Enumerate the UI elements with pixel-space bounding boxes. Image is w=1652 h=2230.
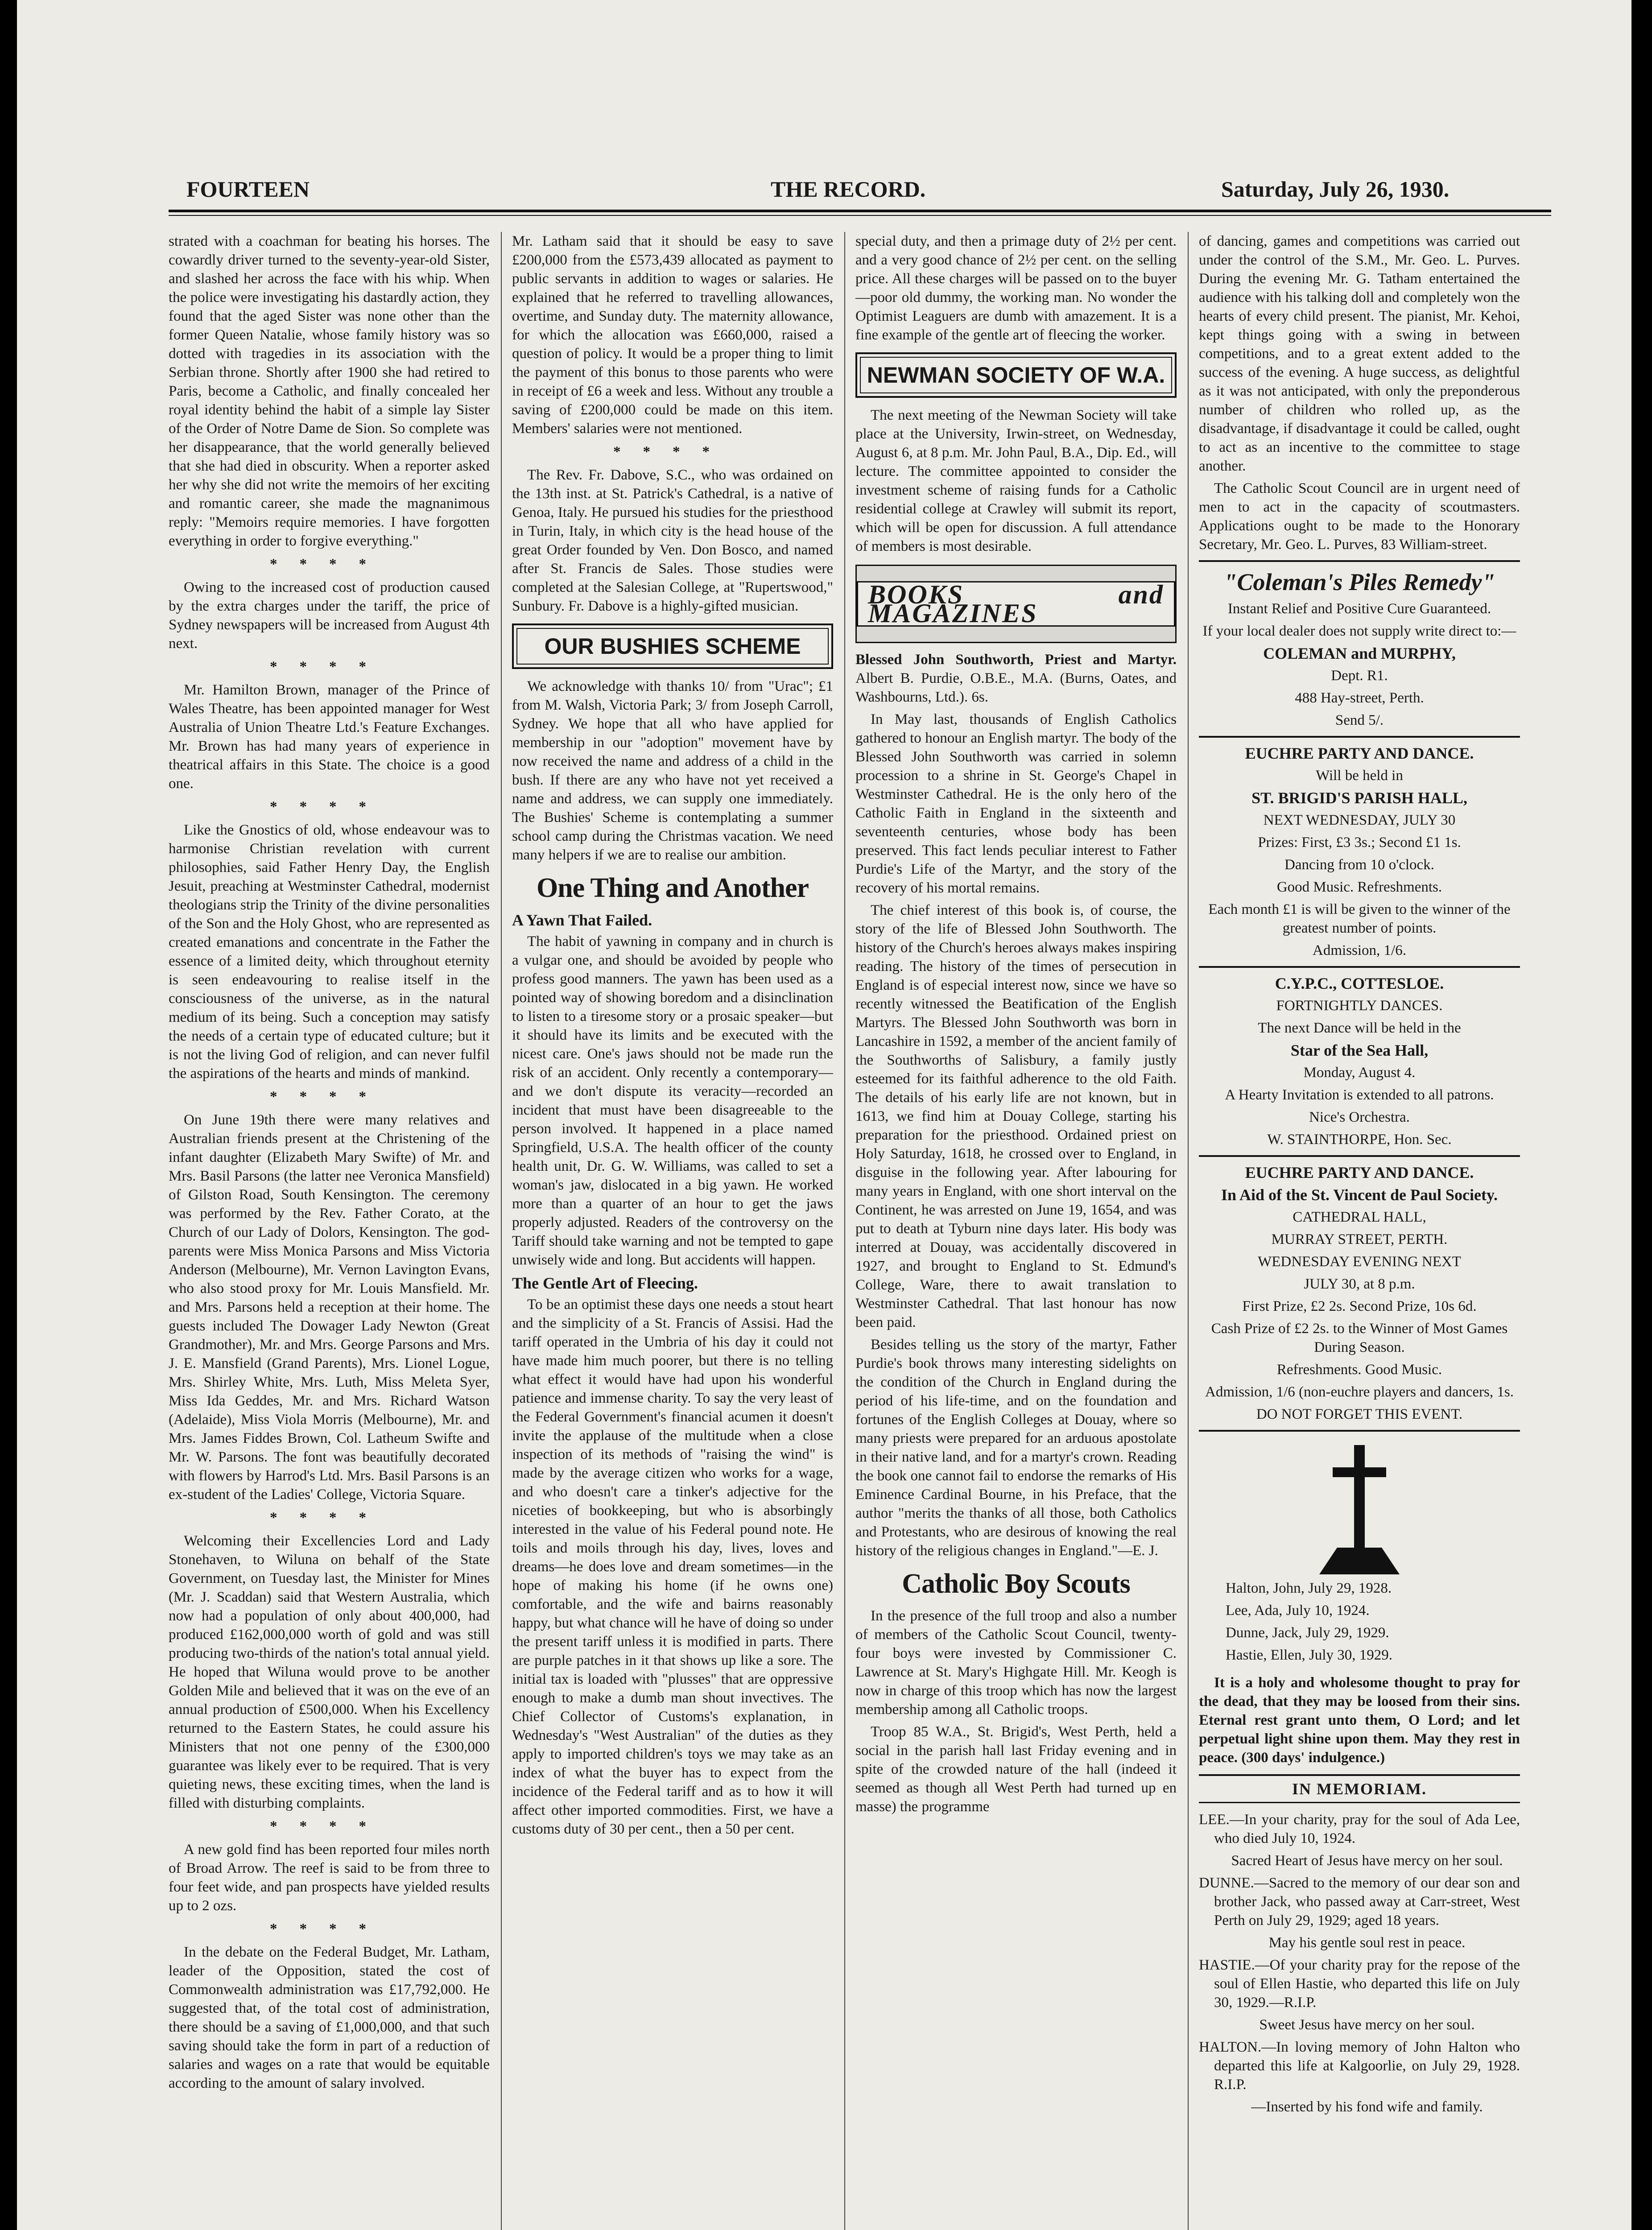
- article-fleecing: To be an optimist these days one needs a stout heart and the simplicity of a St. Francis of Assisi. Had the tariff operated in the Umbria of his day it could not have made him much poorer, but there is no telling what effect it would have had upon his wonderful patience and immense charity. To say the very least of the Federal Government's financial acumen it doesn't invite the applause of the multitude when a close inspection of its methods of "raising the wind" is made by the average citizen who works for a wage, and who doesn't care a tinker's adjective for the niceties of bookkeeping, but who is absorbingly interested in the value of his Federal pound note. He toils and moils through his day, lives, loves and dreams—he does love and dream sometimes—in the hope of making his home (if he owns one) comfortable, and the wife and bairns reasonably happy, but what chance will he have of doing so under the present tariff unless it is modified in parts. There are purple patches in it that shows up like a sore. The initial tax is loaded with "plusses" that are oppressive enough to make a dumb man shout invectives. The Chief Collector of Customs's explanation, in Wednesday's "West Australian" of the duties as they apply to imported children's toys we may take as an index of what the buyer has to expect from the incidence of the Federal tariff and as to how it will affect other imported commodities. First, we have a customs duty of 30 per cent., then a 50 per cent.: [512, 1297, 833, 1837]
- cypc-ad-line: Nice's Orchestra.: [1309, 1109, 1410, 1125]
- column-1: [169, 232, 490, 2230]
- newman-society-box: [855, 352, 1177, 398]
- st-vincent-euchre-ad: [1199, 1163, 1520, 1424]
- page-number: FOURTEEN: [186, 177, 310, 202]
- article-review-2: The chief interest of this book is, of course, the story of the life of Blessed John Southworth. The history of the Church's heroes always makes inspiring reading. The history of the times of persecution in England is of especial interest now, since we have so recently witnessed the Beatification of the English Martyrs. The Blessed John Southworth was born in Lancashire in 1592, a member of the ancient family of the Southworths of Salisbury, a family justly esteemed for its faithful adherence to the old Faith. The details of his early life are not known, but in 1613, we find him at Douay College, starting his preparation for the priesthood. Ordained priest on Holy Saturday, 1618, he crossed over to England, in disguise in the following year. After labouring for many years in England, with one short interval on the Continent, he was arrested on June 19, 1654, and was put to death at Tyburn nine days later. His body was interred at Douay, was accidentally discovered in 1927, and brought to England to St. Edmund's College, Ware, there to await translation to Westminster Cathedral. That last honour has now been paid.: [855, 902, 1177, 1330]
- article-review-3: Besides telling us the story of the martyr, Father Purdie's book throws many interesting sidelights on the condition of the Church in England during the period of his life-time, and on the foundation and fortunes of the English Colleges at Douay, where so many priests were prepared for an arduous apostolate in their native land, and for a martyr's crown. Reading the book one cannot fail to endorse the remarks of His Eminence Cardinal Bourne, in his Preface, that the author "merits the thanks of all those, both Catholics and Protestants, who are desirous of knowing the real history of the religious changes in England."—E. J.: [855, 1337, 1177, 1559]
- cypc-ad-line: A Hearty Invitation is extended to all patrons.: [1225, 1087, 1494, 1103]
- memoriam-entry: DUNNE.—Sacred to the memory of our dear son and brother Jack, who passed away at Carr-street, West Perth on July 29, 1929; aged 18 years.: [1199, 1875, 1520, 1929]
- separator: ****: [270, 799, 388, 815]
- cypc-ad-line: Monday, August 4.: [1303, 1065, 1416, 1081]
- memoriam-verse: Sacred Heart of Jesus have mercy on her soul.: [1231, 1853, 1503, 1869]
- memoriam-entry: HASTIE.—Of your charity pray for the repose of the soul of Ellen Hastie, who departed this life on July 30, 1929.—R.I.P.: [1199, 1957, 1520, 2011]
- in-memoriam-list: [1199, 1810, 1520, 2116]
- euchre-ad-line: Will be held in: [1316, 768, 1403, 784]
- coleman-ad-line: Send 5/.: [1335, 712, 1384, 728]
- article-latham: Mr. Latham said that it should be easy to save £200,000 from the £573,439 allocated as payment to public servants in addition to wages or salaries. He explained that he referred to travelling allowances, overtime, and Sunday duty. The maternity allowance, for which the allocation was £660,000, raised a question of policy. It would be a proper thing to limit the payment of this bonus to those parents who were in receipt of £6 a week and less. Without any trouble a saving of £200,000 could be made on this item. Members' salaries were not mentioned.: [512, 233, 833, 437]
- review-meta: Albert B. Purdie, O.B.E., M.A. (Burns, Oates, and Washbourns, Ltd.). 6s.: [855, 670, 1177, 705]
- vincent-ad-line: WEDNESDAY EVENING NEXT: [1258, 1254, 1461, 1270]
- vincent-ad-line: Cash Prize of £2 2s. to the Winner of Most Games During Season.: [1211, 1321, 1508, 1355]
- euchre-ad-line: Prizes: First, £3 3s.; Second £1 1s.: [1258, 834, 1461, 851]
- column-divider: [1188, 232, 1189, 2230]
- review-title: Blessed John Southworth, Priest and Martyr.: [855, 652, 1177, 668]
- separator: ****: [270, 556, 388, 572]
- euchre-ad-line: Admission, 1/6.: [1313, 942, 1406, 958]
- memoriam-verse: —Inserted by his fond wife and family.: [1251, 2099, 1483, 2115]
- separator: ****: [270, 1818, 388, 1834]
- coleman-ad-title: "Coleman's Piles Remedy": [1223, 569, 1495, 595]
- issue-date: Saturday, July 26, 1930.: [1221, 177, 1450, 202]
- boy-scouts-heading: Catholic Boy Scouts: [902, 1569, 1130, 1599]
- separator: ****: [270, 659, 388, 675]
- column-4: [1199, 232, 1520, 2230]
- article-scouts-1: In the presence of the full troop and also a number of members of the Catholic Scout Council, twenty-four boys were invested by Commissioner C. Lawrence at St. Mary's Highgate Hill. Mr. Keogh is now in charge of this troop which has now the largest membership among all Catholic troops.: [855, 1608, 1177, 1718]
- coleman-ad-line: Dept. R1.: [1331, 668, 1388, 684]
- vincent-ad-line: Admission, 1/6 (non-euchre players and dancers, 1s.: [1205, 1384, 1514, 1400]
- header-rule-thick: [169, 210, 1551, 212]
- article-gnostics: Like the Gnostics of old, whose endeavour was to harmonise Christian revelation with current philosophies, said Father Henry Day, the English Jesuit, preaching at Westminster Cathedral, modernist theologians strip the Trinity of the divine personalities of the Son and the Holy Ghost, who are represented as created emanations and concentrate in the Father the essence of a limited deity, which throughout eternity is seen endeavouring to realise itself in the consciousness of the universe, as in the natural medium of its being. Such a conception may satisfy the needs of a certain type of educated culture; but it is not the living God of religion, and can never fulfil the aspirations of the hearts and minds of mankind.: [169, 822, 490, 1082]
- column-divider: [844, 232, 845, 2230]
- coleman-ad-line: COLEMAN and MURPHY,: [1263, 644, 1456, 662]
- bushies-scheme-title: OUR BUSHIES SCHEME: [516, 628, 829, 665]
- death-entry: Halton, John, July 29, 1928.: [1226, 1580, 1392, 1596]
- masthead: THE RECORD.: [771, 177, 926, 202]
- column-divider: [501, 232, 502, 2230]
- header-rule-thin: [169, 215, 1551, 216]
- vincent-ad-line: DO NOT FORGET THIS EVENT.: [1256, 1406, 1463, 1422]
- ad-divider: [1199, 736, 1520, 738]
- cypc-ad-line: FORTNIGHTLY DANCES.: [1276, 998, 1443, 1014]
- coleman-ad-line: Instant Relief and Positive Cure Guaranteed.: [1227, 601, 1491, 617]
- cross-icon: [1199, 1441, 1520, 1574]
- cypc-ad-title: C.Y.P.C., COTTESLOE.: [1275, 975, 1444, 992]
- ad-divider: [1199, 1430, 1520, 1432]
- euchre-ad-line: NEXT WEDNESDAY, JULY 30: [1263, 812, 1456, 828]
- vincent-ad-line: In Aid of the St. Vincent de Paul Society.: [1221, 1186, 1498, 1204]
- newman-society-title: NEWMAN SOCIETY OF W.A.: [860, 357, 1172, 393]
- newspaper-page: [17, 0, 1631, 2230]
- article-fleecing-cont: special duty, and then a primage duty of 2½ per cent. and a very good chance of 2½ per cent. on the selling price. All these charges will be passed on to the buyer—poor old dummy, the working man. No wonder the Optimist Leaguers are dumb with amazement. It is a fine example of the gentle art of fleecing the worker.: [855, 233, 1177, 343]
- article-scout-council: The Catholic Scout Council are in urgent need of men to act in the capacity of scoutmasters. Applications ought to be made to the Honorary Secretary, Mr. Geo. L. Purves, 83 William-street.: [1199, 480, 1520, 553]
- article-review-1: In May last, thousands of English Catholics gathered to honour an English martyr. The body of the Blessed John Southworth was carried in solemn procession to a shrine in St. George's Chapel in Westminster Cathedral. He is the only hero of the Catholic Faith in England in the sixteenth and seventeenth centuries, whose body has been preserved. This fact lends peculiar interest to Father Purdie's Life of the Martyr, and the story of the recovery of his mortal remains.: [855, 711, 1177, 896]
- column-3: [855, 232, 1177, 2230]
- separator: ****: [613, 444, 732, 460]
- column-2: [512, 232, 833, 2230]
- death-entry: Dunne, Jack, July 29, 1929.: [1226, 1625, 1389, 1641]
- ad-divider: [1199, 966, 1520, 968]
- death-entry: Lee, Ada, July 10, 1924.: [1226, 1602, 1370, 1619]
- coleman-ad-line: 488 Hay-street, Perth.: [1295, 690, 1424, 706]
- euchre-ad-line: ST. BRIGID'S PARISH HALL,: [1251, 789, 1467, 807]
- euchre-ad-line: Good Music. Refreshments.: [1276, 879, 1442, 895]
- memoriam-verse: Sweet Jesus have mercy on her soul.: [1259, 2017, 1475, 2033]
- books-magazines-label: BOOKS and MAGAZINES: [857, 581, 1175, 627]
- ad-divider: [1199, 1155, 1520, 1157]
- article-newspaper-prices: Owing to the increased cost of production caused by the extra charges under the tariff, the price of Sydney newspapers will be increased from August 4th next.: [169, 579, 490, 652]
- article-scouts-cont: of dancing, games and competitions was carried out under the control of the S.M., Mr. Geo. L. Purves. During the evening Mr. G. Tatham entertained the audience with his talking doll and completely won the hearts of every child present. The pianist, Mr. Kehoi, kept things going with a swing in between competitions, and to a great extent added to the success of the evening. A huge success, as delightful as it was not anticipated, with only the preponderous number of children who rolled up, as the disadvantage, if disadvantage it could be called, ought to act as an incentive to the committee to stage another.: [1199, 233, 1520, 474]
- euchre-ad-line: Dancing from 10 o'clock.: [1284, 857, 1434, 873]
- vincent-ad-line: First Prize, £2 2s. Second Prize, 10s 6d.: [1242, 1298, 1477, 1314]
- bushies-scheme-box: [512, 624, 833, 669]
- coleman-ad-line: If your local dealer does not supply write direct to:—: [1202, 623, 1516, 639]
- separator: ****: [270, 1921, 388, 1937]
- yawn-subheading: A Yawn That Failed.: [512, 911, 653, 929]
- in-memoriam-title: IN MEMORIAM.: [1199, 1774, 1520, 1803]
- article-fr-dabove: The Rev. Fr. Dabove, S.C., who was ordained on the 13th inst. at St. Patrick's Cathedral, is a native of Genoa, Italy. He pursued his studies for the priesthood in Turin, Italy, in which city is the head house of the great Order founded by Ven. Don Bosco, and named after St. Francis de Sales. Those studies were completed at the Salesian College, at "Rupertswood," Sunbury. Fr. Dabove is a highly-gifted musician.: [512, 467, 833, 614]
- cypc-ad-line: Star of the Sea Hall,: [1290, 1041, 1429, 1059]
- article-hamilton-brown: Mr. Hamilton Brown, manager of the Prince of Wales Theatre, has been appointed manager for West Australia of Union Theatre Ltd.'s Feature Exchanges. Mr. Brown has had many years of experience in theatrical affairs in this State. The choice is a good one.: [169, 682, 490, 792]
- article-gold-find: A new gold find has been reported four miles north of Broad Arrow. The reef is said to be from three to four feet wide, and pan prospects have yielded results up to 2 ozs.: [169, 1842, 490, 1914]
- books-magazines-banner: [855, 565, 1177, 643]
- euchre-ad-title: EUCHRE PARTY AND DANCE.: [1245, 744, 1474, 762]
- death-entry: Hastie, Ellen, July 30, 1929.: [1226, 1647, 1392, 1663]
- article-queen-natalie: strated with a coachman for beating his horses. The cowardly driver turned to the seventy-year-old Sister, and slashed her across the face with his whip. When the police were investigating his dastardly action, they found that the aged Sister was none other than the former Queen Natalie, whose family history was so dotted with tragedies in its association with the Serbian throne. Shortly after 1900 she had retired to Paris, become a Catholic, and finally concealed her royal identity behind the habit of a simple lay Sister of the Order of Notre Dame de Sion. So complete was her disappearance, that the world generally believed that she had died in obscurity. When a reporter asked her why she did not write the memoirs of her exciting and romantic career, she made the magnanimous reply: "Memoirs require memories. I have forgotten everything in order to forgive everything.": [169, 233, 490, 549]
- cypc-dance-ad: [1199, 974, 1520, 1149]
- memoriam-entry: LEE.—In your charity, pray for the soul of Ada Lee, who died July 10, 1924.: [1199, 1812, 1520, 1846]
- cypc-ad-line: W. STAINTHORPE, Hon. Sec.: [1267, 1132, 1452, 1148]
- article-christening: On June 19th there were many relatives and Australian friends present at the Christening of the infant daughter (Elizabeth Mary Swifte) of Mr. and Mrs. Basil Parsons (the latter nee Veronica Mansfield) of Gilston Road, South Kensington. The ceremony was performed by the Rev. Father Corato, at the Church of our Lady of Dolors, Kensington. The god-parents were Miss Monica Parsons and Miss Victoria Anderson (Melbourne), Mr. Vernon Lavington Evans, who also stood proxy for Mr. Louis Mansfield. Mr. and Mrs. Parsons held a reception at their home. The guests included The Dowager Lady Newton (Great Grandmother), Mr. and Mrs. George Parsons and Mrs. J. E. Mansfield (Grand Parents), Mrs. Lionel Logue, Mrs. Shirley White, Mrs. Luth, Miss Meleta Syer, Miss Ida Geddes, Mr. and Mrs. Richard Watson (Adelaide), Miss Viola Morris (Melbourne), Mr. and Mrs. James Fiddes Brown, Col. Latheum Swifte and Mr. W. Parsons. The font was beautifully decorated with flowers by Harrod's Ltd. Mrs. Basil Parsons is an ex-student of the Ladies' College, Victoria Square.: [169, 1112, 490, 1503]
- article-federal-budget: In the debate on the Federal Budget, Mr. Latham, leader of the Opposition, stated the cost of Commonwealth administration was £17,792,000. He suggested that, of the total cost of administration, there should be a saving of £1,000,000, and that such saving should take the form in part of a reduction of salaries and wages on a rate that would be equitable according to the amount of salary involved.: [169, 1944, 490, 2091]
- one-thing-heading: One Thing and Another: [536, 873, 809, 903]
- article-newman: The next meeting of the Newman Society will take place at the University, Irwin-street, on Wednesday, August 6, at 8 p.m. Mr. John Paul, B.A., Dip. Ed., will lecture. The committee appointed to consider the investment scheme of raising funds for a Catholic residential college at Crawley will submit its report, which will be open for discussion. A full attendance of members is most desirable.: [855, 407, 1177, 554]
- prayer-text: It is a holy and wholesome thought to pray for the dead, that they may be loosed from their sins. Eternal rest grant unto them, O Lord; and let perpetual light shine upon them. May they rest in peace. (300 days' indulgence.): [1199, 1675, 1520, 1766]
- euchre-ad-line: Each month £1 is will be given to the winner of the greatest number of points.: [1208, 901, 1511, 936]
- vincent-ad-line: CATHEDRAL HALL,: [1293, 1209, 1426, 1225]
- vincent-ad-line: Refreshments. Good Music.: [1276, 1362, 1442, 1378]
- fleecing-subheading: The Gentle Art of Fleecing.: [512, 1274, 698, 1292]
- st-brigids-euchre-ad: [1199, 744, 1520, 960]
- vincent-ad-title: EUCHRE PARTY AND DANCE.: [1245, 1164, 1474, 1181]
- memoriam-verse: May his gentle soul rest in peace.: [1268, 1935, 1466, 1951]
- memoriam-entry: HALTON.—In loving memory of John Halton who departed this life at Kalgoorlie, on July 29, 1928. R.I.P.: [1199, 2039, 1520, 2093]
- coleman-ad: [1199, 568, 1520, 730]
- ad-divider: [1199, 560, 1520, 562]
- separator: ****: [270, 1510, 388, 1526]
- article-wiluna: Welcoming their Excellencies Lord and Lady Stonehaven, to Wiluna on behalf of the State Government, on Tuesday last, the Minister for Mines (Mr. J. Scaddan) said that Western Australia, which now had a population of only about 400,000, had produced £162,000,000 worth of gold and was still producing two-thirds of the nation's total annual yield. He hoped that Wiluna would prove to be another Golden Mile and believed that it was on the eve of an annual production of £500,000. When his Excellency returned to the Eastern States, he could assure his Ministers that not one penny of the £300,000 guarantee was likely ever to be required. That is very quieting news, these exciting times, when the land is filled with disturbing complaints.: [169, 1533, 490, 1811]
- separator: ****: [270, 1089, 388, 1105]
- cypc-ad-line: The next Dance will be held in the: [1258, 1020, 1461, 1036]
- article-scouts-2: Troop 85 W.A., St. Brigid's, West Perth, held a social in the parish hall last Friday evening and in spite of the crowded nature of the hall (indeed it seemed as though all West Perth had turned up en masse) the programme: [855, 1724, 1177, 1815]
- article-yawn: The habit of yawning in company and in church is a vulgar one, and should be avoided by people who profess good manners. The yawn has been used as a pointed way of showing boredom and a disinclination to listen to a tiresome story or a prosaic speaker—but it should have its limits and be executed with the nicest care. One's jaws should not be made run the risk of an accident. Only recently a contemporary—and we don't dispute its veracity—recorded an incident that must have been disagreeable to the person involved. It happened in a place named Springfield, U.S.A. The health officer of the county health unit, Dr. G. W. Williams, was called to set a woman's jaw, dislocated in a big yawn. He worked more than a quarter of an hour to get the jaws properly adjusted. Readers of the controversy on the Tariff should take warning and not be tempted to gape unwisely wide and long. But accidents will happen.: [512, 933, 833, 1268]
- vincent-ad-line: JULY 30, at 8 p.m.: [1304, 1276, 1415, 1292]
- vincent-ad-line: MURRAY STREET, PERTH.: [1271, 1231, 1448, 1247]
- article-bushies: We acknowledge with thanks 10/ from "Urac"; £1 from M. Walsh, Victoria Park; 3/ from Joseph Carroll, Sydney. We hope that all who have applied for membership in our "adoption" movement have by now received the name and address of a child in the bush. If there are any who have not yet received a name and address, we can supply one immediately. The Bushies' Scheme is contemplating a summer school camp during the Christmas vacation. We need many helpers if we are to realise our ambition.: [512, 678, 833, 863]
